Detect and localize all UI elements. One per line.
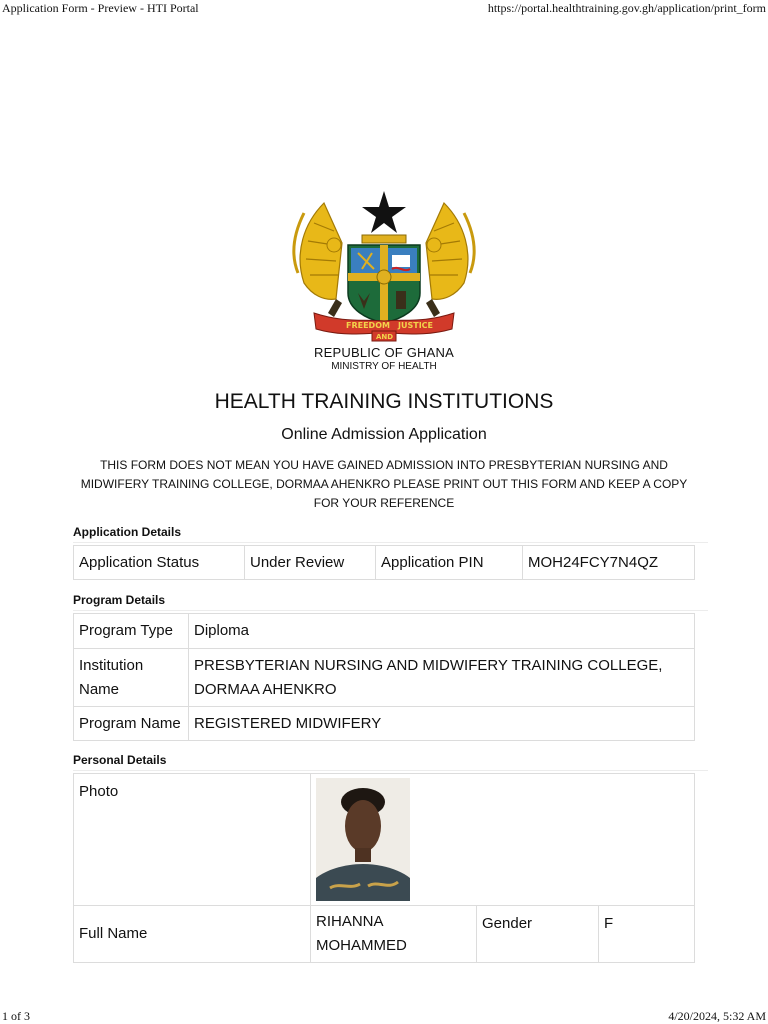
- application-pin-label: Application PIN: [376, 546, 523, 580]
- print-page-indicator: 1 of 3: [2, 1009, 30, 1023]
- application-pin-value: MOH24FCY7N4QZ: [523, 546, 695, 580]
- photo-cell: [311, 774, 695, 906]
- application-details-table: [73, 545, 695, 580]
- motto-left-text: FREEDOM: [346, 321, 390, 330]
- applicant-photo-image: [316, 778, 410, 901]
- table-row: [74, 546, 695, 580]
- print-url: https://portal.healthtraining.gov.gh/application/print_form: [487, 1, 766, 15]
- program-name-value: REGISTERED MIDWIFERY: [189, 707, 695, 741]
- program-type-label: Program Type: [74, 614, 189, 649]
- application-status-label: Application Status: [74, 546, 245, 580]
- table-row: [74, 649, 695, 707]
- print-datetime: 4/20/2024, 5:32 AM: [668, 1009, 766, 1023]
- program-details-heading: Program Details: [73, 593, 166, 607]
- institution-name-value: PRESBYTERIAN NURSING AND MIDWIFERY TRAINING COLLEGE, DORMAA AHENKRO: [189, 649, 695, 707]
- table-row: [74, 707, 695, 741]
- ghana-coat-of-arms-emblem: [284, 183, 484, 343]
- section-divider: [73, 542, 708, 543]
- program-details-table: [73, 613, 695, 741]
- section-divider: [73, 770, 708, 771]
- application-details-heading: Application Details: [73, 525, 182, 539]
- program-name-label: Program Name: [74, 707, 189, 741]
- personal-details-table: [73, 773, 695, 963]
- full-name-label: Full Name: [74, 906, 311, 963]
- table-row: [74, 614, 695, 649]
- ministry-of-health-label: MINISTRY OF HEALTH: [331, 361, 437, 372]
- full-name-value: RIHANNA MOHAMMED: [311, 906, 477, 963]
- page-subtitle: Online Admission Application: [281, 426, 487, 443]
- page-title: HEALTH TRAINING INSTITUTIONS: [214, 390, 554, 413]
- republic-of-ghana-label: REPUBLIC OF GHANA: [314, 345, 454, 360]
- personal-details-heading: Personal Details: [73, 753, 167, 767]
- motto-and-text: AND: [376, 333, 394, 341]
- application-status-value: Under Review: [245, 546, 376, 580]
- table-row: [74, 774, 695, 906]
- institution-name-label: Institution Name: [74, 649, 189, 707]
- photo-label: Photo: [74, 774, 311, 906]
- section-divider: [73, 610, 708, 611]
- applicant-photo: [316, 778, 410, 901]
- print-page-title: Application Form - Preview - HTI Portal: [2, 1, 199, 15]
- motto-right-text: JUSTICE: [398, 321, 434, 330]
- gender-label: Gender: [477, 906, 599, 963]
- admission-notice: THIS FORM DOES NOT MEAN YOU HAVE GAINED ADMISSION INTO PRESBYTERIAN NURSING AND MIDWIFERY TRAINING COLLEGE, DORMAA AHENKRO PLEASE PRINT OUT THIS FORM AND KEEP A COPY FOR YOUR REFERENCE: [80, 458, 688, 510]
- program-type-value: Diploma: [189, 614, 695, 649]
- gender-value: F: [599, 906, 695, 963]
- table-row: [74, 906, 695, 963]
